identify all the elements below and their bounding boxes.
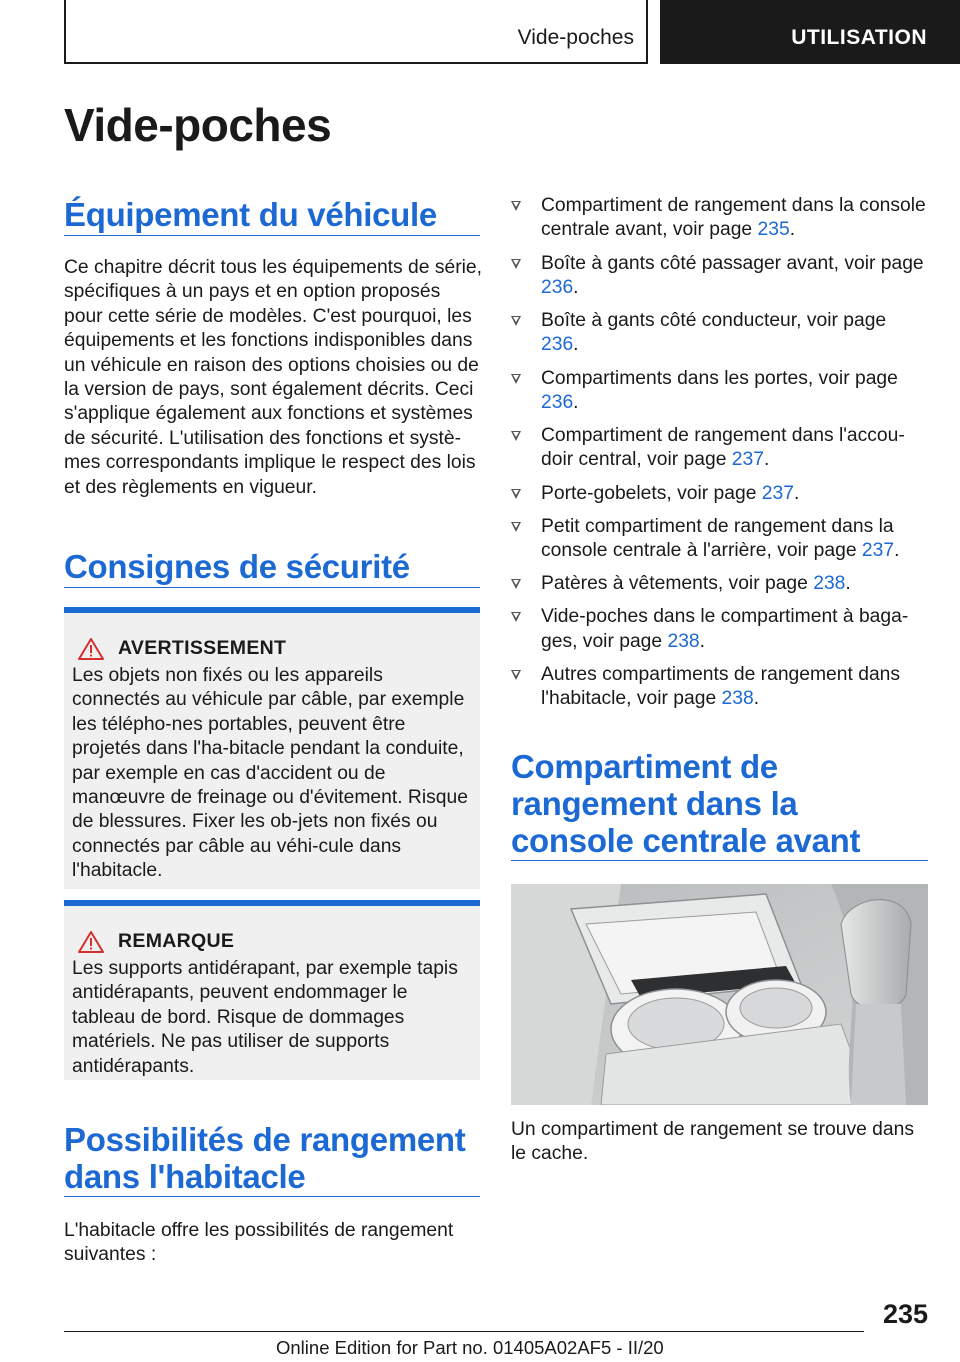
storage-list-item: [511, 572, 928, 596]
section-title-equipment: Équipement du véhicule: [64, 196, 437, 233]
storage-list-text: Compartiments dans les portes, voir page: [541, 367, 898, 389]
warning-box: [64, 607, 480, 889]
footer-edition-text: Online Edition for Part no. 01405A02AF5 - II/20: [276, 1337, 664, 1358]
page-reference-link[interactable]: 237: [761, 482, 794, 504]
header-section-title: Vide-poches: [517, 26, 634, 49]
page-number: 235: [882, 1299, 928, 1329]
header-chapter-title: UTILISATION: [791, 26, 927, 49]
storage-list-item: [511, 605, 928, 654]
bullet-triangle-icon: [511, 374, 521, 384]
warning-triangle-icon: [78, 931, 104, 953]
storage-list-text: Compartiment de rangement dans l'accou-doir central, voir page: [541, 425, 905, 471]
storage-list-item: [511, 194, 928, 243]
header-section-box: [64, 0, 648, 64]
page-reference-link[interactable]: 237: [731, 449, 764, 471]
warning-heading: AVERTISSEMENT: [118, 637, 287, 659]
bullet-triangle-icon: [511, 316, 521, 326]
storage-list-text: Porte-gobelets, voir page: [541, 482, 762, 504]
storage-list-text: Compartiment de rangement dans la console centrale avant, voir page: [541, 195, 926, 241]
footer-rule: [64, 1331, 864, 1332]
section-rule: [64, 235, 480, 236]
page-reference-link[interactable]: 236: [541, 334, 574, 356]
section-title-safety: Consignes de sécurité: [64, 548, 410, 585]
section-rule: [64, 1196, 480, 1197]
warning-triangle-icon: [78, 638, 104, 660]
footer-edition: [276, 1337, 664, 1359]
console-compartment-photo: [511, 884, 928, 1105]
storage-list-item: [511, 482, 928, 506]
storage-list-text: Autres compartiments de rangement dans l'habitacle, voir page: [541, 663, 901, 710]
bullet-triangle-icon: [511, 522, 521, 532]
header-chapter-box: [660, 0, 960, 64]
console-paragraph: Un compartiment de rangement se trouve dans le cache.: [511, 1119, 914, 1165]
storage-list-end: .: [793, 482, 800, 504]
storage-list-text: Petit compartiment de rangement dans la console centrale à l'arrière, voir page: [541, 515, 894, 561]
note-text: Les supports antidérapant, par exemple tapis antidérapants, peuvent endommager le tableau de bord. Risque de dommages matériels. Ne pas utiliser de supports antidérapants.: [72, 958, 458, 1077]
section-rule: [511, 860, 928, 861]
storage-list-end: .: [763, 449, 770, 471]
page-reference-link[interactable]: 237: [861, 540, 895, 561]
page-title: Vide-poches: [64, 99, 332, 151]
bullet-triangle-icon: [511, 201, 521, 211]
page-reference-link[interactable]: 238: [813, 573, 846, 595]
storage-list: [511, 194, 928, 720]
storage-list-end: .: [753, 688, 760, 710]
storage-list-text: Patères à vêtements, voir page: [541, 573, 814, 595]
storage-list-item: [511, 367, 928, 416]
bullet-triangle-icon: [511, 259, 521, 269]
section-title-storage: Possibilités de rangement dans l'habitacle: [64, 1121, 466, 1195]
warning-text: Les objets non fixés ou les appareils connectés au véhicule par câble, par exemple les télépho-nes portables, peuvent être projetés dans l'ha-bitacle pendant la conduite, par exemple en cas d'accident ou de manœuvre de freinage ou d'évitement. Risque de blessures. Fixer les ob-jets non fixés ou connectés par câble au véhi-cule dans l'habitacle.: [72, 665, 468, 882]
section-rule: [64, 587, 480, 588]
storage-list-end: .: [699, 630, 706, 652]
storage-list-end: .: [573, 334, 579, 356]
page-reference-link[interactable]: 238: [721, 688, 754, 710]
storage-list-end: .: [845, 573, 851, 595]
storage-list-text: Vide-poches dans le compartiment à baga-ges, voir page: [541, 606, 909, 652]
page-reference-link[interactable]: 236: [541, 391, 574, 413]
storage-list-item: [511, 252, 928, 301]
bullet-triangle-icon: [511, 612, 521, 622]
note-box: [64, 900, 480, 1080]
bullet-triangle-icon: [511, 670, 521, 680]
section-title-console: Compartiment de rangement dans la console centrale avant: [511, 748, 861, 859]
storage-list-text: Boîte à gants côté passager avant, voir page: [541, 252, 924, 274]
storage-list-end: .: [894, 540, 900, 561]
console-illustration: [511, 884, 928, 1105]
page-reference-link[interactable]: 238: [667, 630, 700, 652]
storage-list-end: .: [573, 276, 579, 298]
storage-list-item: [511, 309, 928, 358]
equipment-paragraph: Ce chapitre décrit tous les équipements de série, spécifiques à un pays et en option proposés pour cette série de modèles. C'est pourquoi, les équipements et les fonctions indisponibles dans un véhicule en raison des options choisies ou de la version de pays, sont également décrits. Ceci s'applique également aux fonctions et systèmes de sécurité. L'utilisation des fonctions et systè-mes correspondants implique le respect des lois et des règlements en vigueur.: [64, 257, 482, 498]
storage-list-item: [511, 663, 928, 712]
bullet-triangle-icon: [511, 579, 521, 589]
storage-paragraph: L'habitacle offre les possibilités de rangement suivantes :: [64, 1220, 454, 1266]
page-reference-link[interactable]: 235: [757, 219, 790, 241]
bullet-triangle-icon: [511, 431, 521, 441]
note-heading: REMARQUE: [118, 930, 235, 952]
bullet-triangle-icon: [511, 489, 521, 499]
storage-list-item: [511, 424, 928, 473]
storage-list-end: .: [573, 391, 579, 413]
page-reference-link[interactable]: 236: [541, 276, 574, 298]
storage-list-end: .: [789, 219, 796, 241]
storage-list-text: Boîte à gants côté conducteur, voir page: [541, 310, 887, 331]
storage-list-item: [511, 515, 928, 564]
